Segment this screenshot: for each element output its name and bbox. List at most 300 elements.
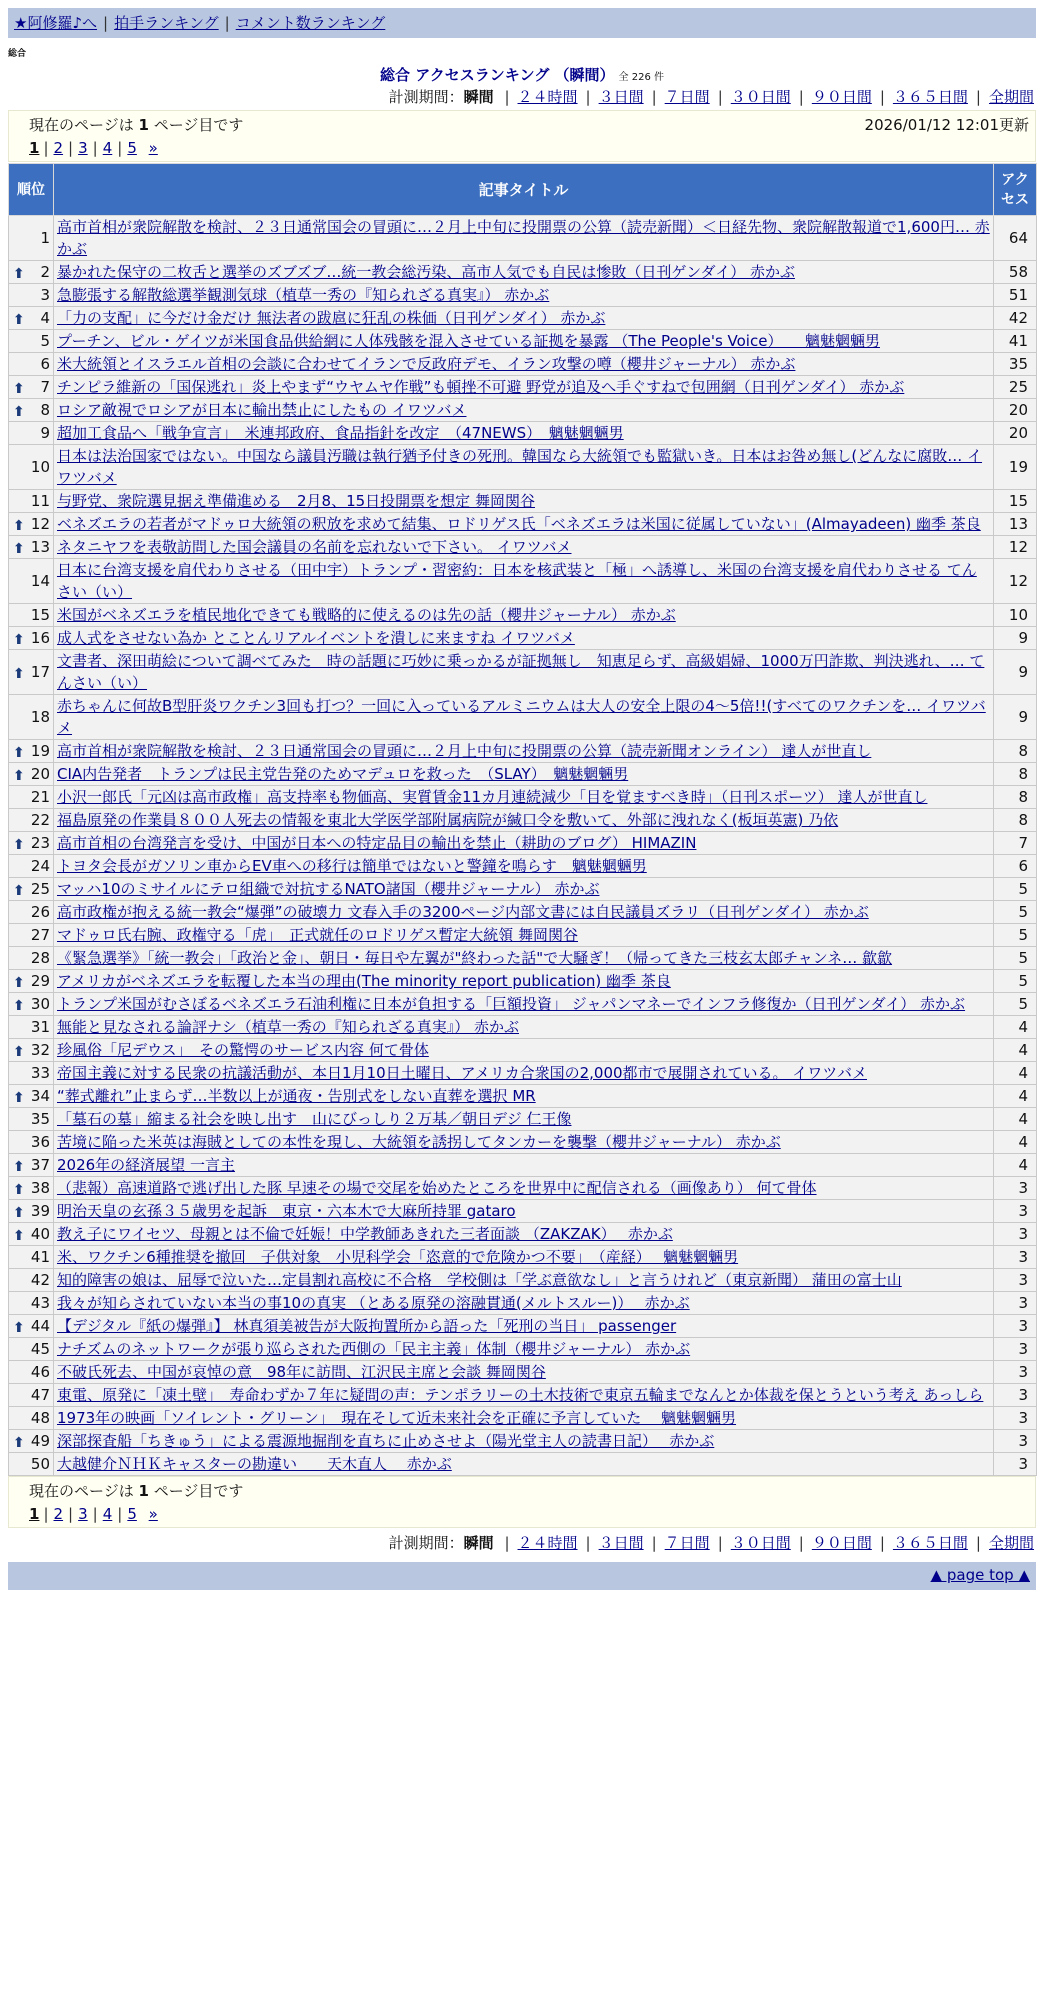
table-row — [9, 261, 1037, 284]
access-count: 3 — [994, 1315, 1037, 1338]
article-link[interactable]: プーチン、ビル・ゲイツが米国食品供給網に人体残骸を混入させている証拠を暴露 （The People's Voice） 魑魅魍魎男 — [57, 332, 880, 350]
period-link[interactable]: ７日間 — [664, 1534, 710, 1552]
pager-page-link[interactable]: 4 — [102, 139, 113, 157]
rank-number: 17 — [30, 663, 50, 681]
article-link[interactable]: 我々が知らされていない本当の事10の真実 （とある原発の溶融貫通(メルトスルー)） 赤かぶ — [57, 1294, 690, 1312]
title-cell — [54, 1108, 994, 1131]
title-cell — [54, 650, 994, 695]
article-link[interactable]: 小沢一郎氏「元凶は高市政権」高支持率も物価高、実質賃金11カ月連続減少「目を覚ますべき時」（日刊スポーツ） 達人が世直し — [57, 788, 928, 806]
rank-up-arrow-icon: ⬆ — [13, 518, 25, 534]
access-count: 64 — [994, 216, 1037, 261]
article-link[interactable]: 明治天皇の玄孫３５歳男を起訴 東京・六本木で大麻所持罪 gataro — [57, 1202, 516, 1220]
article-link[interactable]: 不破氏死去、中国が哀悼の意 98年に訪問、江沢民主席と会談 舞岡関谷 — [57, 1363, 546, 1381]
article-link[interactable]: 成人式をさせない為か とことんリアルイベントを潰しに来ますね イワツバメ — [57, 629, 575, 647]
article-link[interactable]: 福島原発の作業員８００人死去の情報を東北大学医学部附属病院が緘口令を敷いて、外部に洩れなく(板垣英憲) 乃依 — [57, 811, 839, 829]
access-count: 5 — [994, 970, 1037, 993]
article-link[interactable]: 大越健介ＮＨＫキャスターの勘違い 天木直人 赤かぶ — [57, 1455, 452, 1473]
separator: | — [224, 14, 230, 32]
rank-cell — [9, 1407, 54, 1430]
rank-cell — [9, 901, 54, 924]
rank-number: 37 — [30, 1156, 50, 1174]
rank-cell — [9, 1200, 54, 1223]
nav-clap-ranking-link[interactable]: 拍手ランキング — [114, 14, 219, 32]
article-link[interactable]: ネタニヤフを表敬訪問した国会議員の名前を忘れないで下さい。 イワツバメ — [57, 538, 572, 556]
rank-up-arrow-icon: ⬆ — [13, 975, 25, 991]
footer-bar — [8, 1562, 1036, 1590]
article-link[interactable]: アメリカがベネズエラを転覆した本当の理由(The minority report publication) 幽季 茶良 — [57, 972, 671, 990]
rank-cell — [9, 307, 54, 330]
rank-cell — [9, 216, 54, 261]
table-row — [9, 878, 1037, 901]
table-row — [9, 1085, 1037, 1108]
title-cell — [54, 1315, 994, 1338]
access-count: 6 — [994, 855, 1037, 878]
access-count: 3 — [994, 1292, 1037, 1315]
access-count: 9 — [994, 627, 1037, 650]
nav-comment-ranking-link[interactable]: コメント数ランキング — [235, 14, 386, 32]
access-count: 35 — [994, 353, 1037, 376]
table-row — [9, 763, 1037, 786]
rank-cell — [9, 1315, 54, 1338]
access-count: 4 — [994, 1108, 1037, 1131]
period-link[interactable]: ３６５日間 — [892, 1534, 968, 1552]
separator: | — [975, 1534, 981, 1552]
rank-cell — [9, 1292, 54, 1315]
access-count: 15 — [994, 490, 1037, 513]
article-link[interactable]: トランプ米国がむさぼるベネズエラ石油利権に日本が負担する「巨額投資」 ジャパンマネーでインフラ修復か（日刊ゲンダイ） 赤かぶ — [57, 995, 966, 1013]
article-link[interactable]: （悲報）高速道路で逃げ出した豚 早速その場で交尾を始めたところを世界中に配信される（画像あり） 何て骨体 — [57, 1179, 817, 1197]
article-link[interactable]: 高市首相の台湾発言を受け、中国が日本への特定品目の輸出を禁止（耕助のブログ） HIMAZIN — [57, 834, 697, 852]
title-cell — [54, 422, 994, 445]
title-cell — [54, 1246, 994, 1269]
table-row — [9, 559, 1037, 604]
period-link[interactable]: ３日間 — [598, 1534, 644, 1552]
rank-number: 29 — [30, 972, 50, 990]
title-cell — [54, 878, 994, 901]
rank-cell — [9, 1016, 54, 1039]
period-selector-bottom — [389, 1532, 1036, 1553]
period-label: 計測期間： — [388, 1534, 464, 1552]
rank-number: 49 — [30, 1432, 50, 1450]
table-row — [9, 445, 1037, 490]
access-count: 3 — [994, 1177, 1037, 1200]
rank-cell — [9, 261, 54, 284]
article-link[interactable]: 1973年の映画「ソイレント・グリーン」 現在そして近未来社会を正確に予言していた 魑魅魍魎男 — [57, 1409, 737, 1427]
pager-page-link[interactable]: 2 — [53, 1505, 64, 1523]
title-cell — [54, 490, 994, 513]
access-count: 3 — [994, 1223, 1037, 1246]
access-count: 7 — [994, 832, 1037, 855]
title-cell — [54, 763, 994, 786]
separator: | — [92, 1505, 98, 1523]
access-count: 10 — [994, 604, 1037, 627]
rank-up-arrow-icon: ⬆ — [13, 1090, 25, 1106]
rank-cell — [9, 1246, 54, 1269]
table-row — [9, 1131, 1037, 1154]
article-link[interactable]: 2026年の経済展望 一言主 — [57, 1156, 235, 1174]
article-link[interactable]: 帝国主義に対する民衆の抗議活動が、本日1月10日土曜日、アメリカ合衆国の2,000都市で展開されている。 イワツバメ — [57, 1064, 867, 1082]
page-status-number: 1 — [138, 116, 149, 134]
title-cell — [54, 1200, 994, 1223]
access-count: 3 — [994, 1269, 1037, 1292]
access-count: 12 — [994, 559, 1037, 604]
table-row — [9, 1246, 1037, 1269]
article-link[interactable]: 深部探査船「ちきゅう」による震源地掘削を直ちに止めさせよ（陽光堂主人の読書日記） 赤かぶ — [57, 1432, 715, 1450]
article-link[interactable]: トヨタ会長がガソリン車からEV車への移行は簡単ではないと警鐘を鳴らす 魑魅魍魎男 — [57, 857, 647, 875]
access-count: 3 — [994, 1246, 1037, 1269]
pager-page-link[interactable]: 5 — [127, 1505, 137, 1523]
separator: | — [975, 88, 981, 106]
title-cell — [54, 1384, 994, 1407]
table-row — [9, 1453, 1037, 1476]
rank-number: 7 — [40, 378, 50, 396]
rank-cell — [9, 740, 54, 763]
title-cell — [54, 330, 994, 353]
pager-page-link[interactable]: 5 — [127, 139, 137, 157]
rank-number: 50 — [30, 1455, 50, 1473]
rank-cell — [9, 1269, 54, 1292]
rank-up-arrow-icon: ⬆ — [13, 266, 25, 282]
separator: | — [117, 1505, 123, 1523]
rank-number: 31 — [30, 1018, 50, 1036]
title-cell — [54, 1338, 994, 1361]
rank-cell — [9, 559, 54, 604]
table-row — [9, 650, 1037, 695]
rank-number: 12 — [30, 515, 50, 533]
article-link[interactable]: 米大統領とイスラエル首相の会談に合わせてイランで反政府デモ、イラン攻撃の噂（櫻井ジャーナル） 赤かぶ — [57, 355, 796, 373]
period-label: 計測期間： — [388, 88, 464, 106]
article-link[interactable]: ナチズムのネットワークが張り巡らされた西側の「民主主義」体制（櫻井ジャーナル） 赤かぶ — [57, 1340, 691, 1358]
article-link[interactable]: マッハ10のミサイルにテロ組織で対抗するNATO諸国（櫻井ジャーナル） 赤かぶ — [57, 880, 600, 898]
table-row — [9, 1108, 1037, 1131]
rank-number: 41 — [30, 1248, 50, 1266]
updated-timestamp: 2026/01/12 12:01更新 — [864, 116, 1029, 134]
table-row — [9, 1177, 1037, 1200]
separator: | — [798, 1534, 804, 1552]
rank-cell — [9, 832, 54, 855]
table-row — [9, 284, 1037, 307]
rank-number: 30 — [30, 995, 50, 1013]
access-count: 20 — [994, 422, 1037, 445]
rank-cell — [9, 947, 54, 970]
table-row — [9, 695, 1037, 740]
rank-cell — [9, 650, 54, 695]
rank-up-arrow-icon: ⬆ — [13, 998, 25, 1014]
access-count: 3 — [994, 1338, 1037, 1361]
rank-cell — [9, 993, 54, 1016]
article-link[interactable]: 高市首相が衆院解散を検討、２３日通常国会の冒頭に…２月上中旬に投開票の公算（読売新聞）＜日経先物、衆院解散報道で1,600円… 赤かぶ — [57, 218, 990, 258]
rank-number: 14 — [30, 572, 50, 590]
period-link[interactable]: 全期間 — [988, 1534, 1034, 1552]
separator: | — [879, 88, 885, 106]
article-link[interactable]: 【デジタル『紙の爆弾』】 林真須美被告が大阪拘置所から語った「死刑の当日」 passenger — [57, 1317, 677, 1335]
rank-number: 34 — [30, 1087, 50, 1105]
separator: | — [651, 88, 657, 106]
table-row — [9, 1292, 1037, 1315]
rank-cell — [9, 1062, 54, 1085]
period-link[interactable]: ２４時間 — [517, 1534, 578, 1552]
table-row — [9, 901, 1037, 924]
access-count: 4 — [994, 1039, 1037, 1062]
rank-number: 8 — [40, 401, 50, 419]
table-row — [9, 993, 1037, 1016]
access-count: 12 — [994, 536, 1037, 559]
page-status — [29, 1480, 1025, 1503]
rank-cell — [9, 422, 54, 445]
separator: | — [68, 1505, 74, 1523]
table-row — [9, 1430, 1037, 1453]
table-row — [9, 786, 1037, 809]
rank-cell — [9, 1338, 54, 1361]
access-count: 3 — [994, 1200, 1037, 1223]
rank-number: 39 — [30, 1202, 50, 1220]
access-count: 8 — [994, 763, 1037, 786]
rank-number: 28 — [30, 949, 50, 967]
table-row — [9, 970, 1037, 993]
pager-page-link[interactable]: 3 — [78, 139, 88, 157]
rank-cell — [9, 1154, 54, 1177]
rank-number: 15 — [30, 606, 50, 624]
rank-up-arrow-icon: ⬆ — [13, 883, 25, 899]
access-count: 5 — [994, 901, 1037, 924]
rank-cell — [9, 604, 54, 627]
table-row — [9, 1200, 1037, 1223]
article-link[interactable]: 文書者、深田萌絵について調べてみた 時の話題に巧妙に乗っかるが証拠無し 知恵足らず、高級娼婦、1000万円詐欺、判決逃れ、… てんさい（い） — [57, 652, 985, 692]
article-link[interactable]: 赤ちゃんに何故B型肝炎ワクチン3回も打つ？一回に入っているアルミニウムは大人の安全上限の4～5倍!!(すべてのワクチンを… イワツバメ — [57, 697, 986, 737]
period-link[interactable]: 全期間 — [988, 88, 1034, 106]
table-row — [9, 399, 1037, 422]
table-row — [9, 740, 1037, 763]
article-link[interactable]: ベネズエラの若者がマドゥロ大統領の釈放を求めて結集、ロドリゲス氏「ベネズエラは米国に従属していない」(Almayadeen) 幽季 茶良 — [57, 515, 981, 533]
period-link[interactable]: ３０日間 — [730, 88, 791, 106]
access-count: 3 — [994, 1453, 1037, 1476]
article-link[interactable]: マドゥロ氏右腕、政権守る「虎」 正式就任のロドリゲス暫定大統領 舞岡関谷 — [57, 926, 578, 944]
access-count: 8 — [994, 809, 1037, 832]
table-row — [9, 1269, 1037, 1292]
article-link[interactable]: 知的障害の娘は、屈辱で泣いた…定員割れ高校に不合格 学校側は「学ぶ意欲なし」と言うけれど（東京新聞） 蒲田の富士山 — [57, 1271, 902, 1289]
ranking-table — [8, 163, 1037, 1476]
rank-number: 16 — [30, 629, 50, 647]
article-link[interactable]: “葬式離れ”止まらず…半数以上が通夜・告別式をしない直葬を選択 MR — [57, 1087, 536, 1105]
title-cell — [54, 855, 994, 878]
pager-page-link[interactable]: 4 — [102, 1505, 113, 1523]
rank-number: 13 — [30, 538, 50, 556]
page-top-link[interactable]: ▲ page top ▲ — [930, 1566, 1030, 1584]
separator: | — [103, 14, 109, 32]
rank-up-arrow-icon: ⬆ — [13, 1044, 25, 1060]
access-count: 9 — [994, 650, 1037, 695]
article-link[interactable]: 米国がベネズエラを植民地化できても戦略的に使えるのは先の話（櫻井ジャーナル） 赤かぶ — [57, 606, 676, 624]
rank-up-arrow-icon: ⬆ — [13, 1159, 25, 1175]
period-link[interactable]: ３０日間 — [730, 1534, 791, 1552]
rank-number: 19 — [30, 742, 50, 760]
rank-number: 9 — [40, 424, 50, 442]
period-link[interactable]: ９０日間 — [811, 88, 872, 106]
rank-cell — [9, 763, 54, 786]
period-selector-top — [389, 86, 1036, 107]
table-row — [9, 947, 1037, 970]
separator: | — [117, 139, 123, 157]
period-current: 瞬間 — [463, 1534, 494, 1552]
title-cell — [54, 627, 994, 650]
rank-cell — [9, 878, 54, 901]
period-link[interactable]: ７日間 — [664, 88, 710, 106]
page-status-prefix: 現在のページは — [29, 1482, 134, 1500]
article-link[interactable]: 与野党、衆院選見据え準備進める 2月8、15日投開票を想定 舞岡関谷 — [57, 492, 535, 510]
rank-number: 44 — [30, 1317, 50, 1335]
title-cell — [54, 970, 994, 993]
period-link[interactable]: ３６５日間 — [892, 88, 968, 106]
article-link[interactable]: 「墓石の墓」縮まる社会を映し出す 山にびっしり２万基／朝日デジ 仁王像 — [57, 1110, 572, 1128]
rank-cell — [9, 353, 54, 376]
article-link[interactable]: 珍風俗「尼デウス」 その驚愕のサービス内容 何て骨体 — [57, 1041, 429, 1059]
title-cell — [54, 307, 994, 330]
article-link[interactable]: 急膨張する解散総選挙観測気球（植草一秀の『知られざる真実』） 赤かぶ — [57, 286, 550, 304]
page-header — [0, 64, 1044, 85]
period-link[interactable]: ９０日間 — [811, 1534, 872, 1552]
article-link[interactable]: 東電、原発に「凍土壁」 寿命わずか７年に疑問の声：テンポラリーの土木技術で東京五輪までなんとか体裁を保とうという考え あっしら — [57, 1386, 984, 1404]
rank-cell — [9, 809, 54, 832]
rank-number: 4 — [40, 309, 50, 327]
table-row — [9, 513, 1037, 536]
access-count: 4 — [994, 1131, 1037, 1154]
table-row — [9, 924, 1037, 947]
title-cell — [54, 261, 994, 284]
rank-number: 43 — [30, 1294, 50, 1312]
access-count: 19 — [994, 445, 1037, 490]
title-cell — [54, 536, 994, 559]
rank-number: 2 — [40, 263, 50, 281]
rank-cell — [9, 1085, 54, 1108]
access-count: 8 — [994, 786, 1037, 809]
table-row — [9, 1223, 1037, 1246]
title-cell — [54, 740, 994, 763]
table-row — [9, 832, 1037, 855]
access-count: 8 — [994, 740, 1037, 763]
article-link[interactable]: 超加工食品へ「戦争宣言」 米連邦政府、食品指針を改定 （47NEWS） 魑魅魍魎男 — [57, 424, 624, 442]
rank-number: 5 — [40, 332, 50, 350]
table-row — [9, 627, 1037, 650]
rank-up-arrow-icon: ⬆ — [13, 1228, 25, 1244]
access-count: 13 — [994, 513, 1037, 536]
article-link[interactable]: 米、ワクチン6種推奨を撤回 子供対象 小児科学会「恣意的で危険かつ不要」 （産経） 魑魅魍魎男 — [57, 1248, 739, 1266]
table-row — [9, 536, 1037, 559]
rank-number: 26 — [30, 903, 50, 921]
pager-page-link[interactable]: 2 — [53, 139, 64, 157]
rank-cell — [9, 1361, 54, 1384]
article-link[interactable]: 無能と見なされる論評ナシ（植草一秀の『知られざる真実』） 赤かぶ — [57, 1018, 519, 1036]
rank-up-arrow-icon: ⬆ — [13, 1182, 25, 1198]
article-link[interactable]: 《緊急選挙》「統一教会」「政治と金」、朝日・毎日や左翼が"終わった話"で大騒ぎ！（帰ってきた三枝玄太郎チャンネ… 歙歙 — [57, 949, 893, 967]
table-row — [9, 1315, 1037, 1338]
col-rank-header: 順位 — [9, 164, 54, 216]
rank-cell — [9, 399, 54, 422]
access-count: 42 — [994, 307, 1037, 330]
title-cell — [54, 695, 994, 740]
access-count: 5 — [994, 947, 1037, 970]
rank-number: 23 — [30, 834, 50, 852]
article-link[interactable]: ロシア敵視でロシアが日本に輸出禁止にしたもの イワツバメ — [57, 401, 467, 419]
article-link[interactable]: チンピラ維新の「国保逃れ」炎上やまず“ウヤムヤ作戦”も頓挫不可避 野党が追及へ手ぐすねで包囲網（日刊ゲンダイ） 赤かぶ — [57, 378, 905, 396]
table-row — [9, 376, 1037, 399]
article-link[interactable]: 高市首相が衆院解散を検討、２３日通常国会の冒頭に…２月上中旬に投開票の公算（読売新聞オンライン） 達人が世直し — [57, 742, 872, 760]
table-row — [9, 1062, 1037, 1085]
title-cell — [54, 1223, 994, 1246]
rank-number: 42 — [30, 1271, 50, 1289]
rank-number: 33 — [30, 1064, 50, 1082]
rank-cell — [9, 1384, 54, 1407]
table-row — [9, 855, 1037, 878]
title-cell — [54, 1062, 994, 1085]
table-row — [9, 422, 1037, 445]
rank-up-arrow-icon: ⬆ — [13, 1205, 25, 1221]
access-count: 3 — [994, 1361, 1037, 1384]
period-link[interactable]: ３日間 — [598, 88, 644, 106]
title-cell — [54, 832, 994, 855]
table-row — [9, 1039, 1037, 1062]
period-current: 瞬間 — [463, 88, 494, 106]
article-link[interactable]: 「力の支配」に今だけ金だけ 無法者の跋扈に狂乱の株価（日刊ゲンダイ） 赤かぶ — [57, 309, 606, 327]
pager-next-link[interactable]: » — [148, 139, 158, 157]
article-link[interactable]: 教え子にワイセツ、母親とは不倫で妊娠！中学教師あきれた三者面談 （ZAKZAK） 赤かぶ — [57, 1225, 673, 1243]
title-cell — [54, 353, 994, 376]
title-cell — [54, 445, 994, 490]
table-row — [9, 604, 1037, 627]
access-count: 5 — [994, 993, 1037, 1016]
title-cell — [54, 924, 994, 947]
access-count: 41 — [994, 330, 1037, 353]
pager-page-link[interactable]: 3 — [78, 1505, 88, 1523]
period-link[interactable]: ２４時間 — [517, 88, 578, 106]
rank-number: 46 — [30, 1363, 50, 1381]
title-cell — [54, 901, 994, 924]
rank-up-arrow-icon: ⬆ — [13, 837, 25, 853]
title-cell — [54, 1039, 994, 1062]
nav-home-link[interactable]: ★阿修羅♪へ — [14, 14, 98, 32]
rank-cell — [9, 924, 54, 947]
separator: | — [504, 88, 510, 106]
article-link[interactable]: 暴かれた保守の二枚舌と選挙のズブズブ…統一教会総汚染、高市人気でも自民は惨敗（日刊ゲンダイ） 赤かぶ — [57, 263, 795, 281]
title-cell — [54, 376, 994, 399]
access-count: 20 — [994, 399, 1037, 422]
title-cell — [54, 786, 994, 809]
title-cell — [54, 1407, 994, 1430]
separator: | — [43, 1505, 49, 1523]
rank-cell — [9, 1039, 54, 1062]
article-link[interactable]: 高市政権が抱える統一教会“爆弾”の破壊力 文春入手の3200ページ内部文書には自民議員ズラリ（日刊ゲンダイ） 赤かぶ — [57, 903, 869, 921]
article-link[interactable]: 日本に台湾支援を肩代わりさせる（田中宇）トランプ・習密約：日本を核武装と「極」へ誘導し、米国の台湾支援を肩代わりさせる てんさい（い） — [57, 561, 977, 601]
rank-number: 20 — [30, 765, 50, 783]
access-count: 3 — [994, 1384, 1037, 1407]
rank-cell — [9, 786, 54, 809]
pager-top — [29, 137, 1025, 160]
rank-number: 11 — [30, 492, 50, 510]
rank-number: 45 — [30, 1340, 50, 1358]
separator: | — [651, 1534, 657, 1552]
page-info-top — [8, 110, 1036, 162]
article-link[interactable]: CIA内告発者 トランプは民主党告発のためマデュロを救った （SLAY） 魑魅魍魎男 — [57, 765, 629, 783]
article-link[interactable]: 日本は法治国家ではない。中国なら議員汚職は執行猶予付きの死刑。韓国なら大統領でも監獄いき。日本はお咎め無し(どんなに腐敗… イワツバメ — [57, 447, 983, 487]
article-link[interactable]: 苦境に陥った米英は海賊としての本性を現し、大統領を誘拐してタンカーを襲撃（櫻井ジャーナル） 赤かぶ — [57, 1133, 781, 1151]
pager-next-link[interactable]: » — [148, 1505, 158, 1523]
rank-cell — [9, 695, 54, 740]
separator: | — [504, 1534, 510, 1552]
access-count: 5 — [994, 878, 1037, 901]
ranking-rows — [9, 216, 1037, 1476]
rank-number: 24 — [30, 857, 50, 875]
pager-bottom — [29, 1503, 1025, 1526]
item-count: 全 226 件 — [618, 72, 664, 83]
